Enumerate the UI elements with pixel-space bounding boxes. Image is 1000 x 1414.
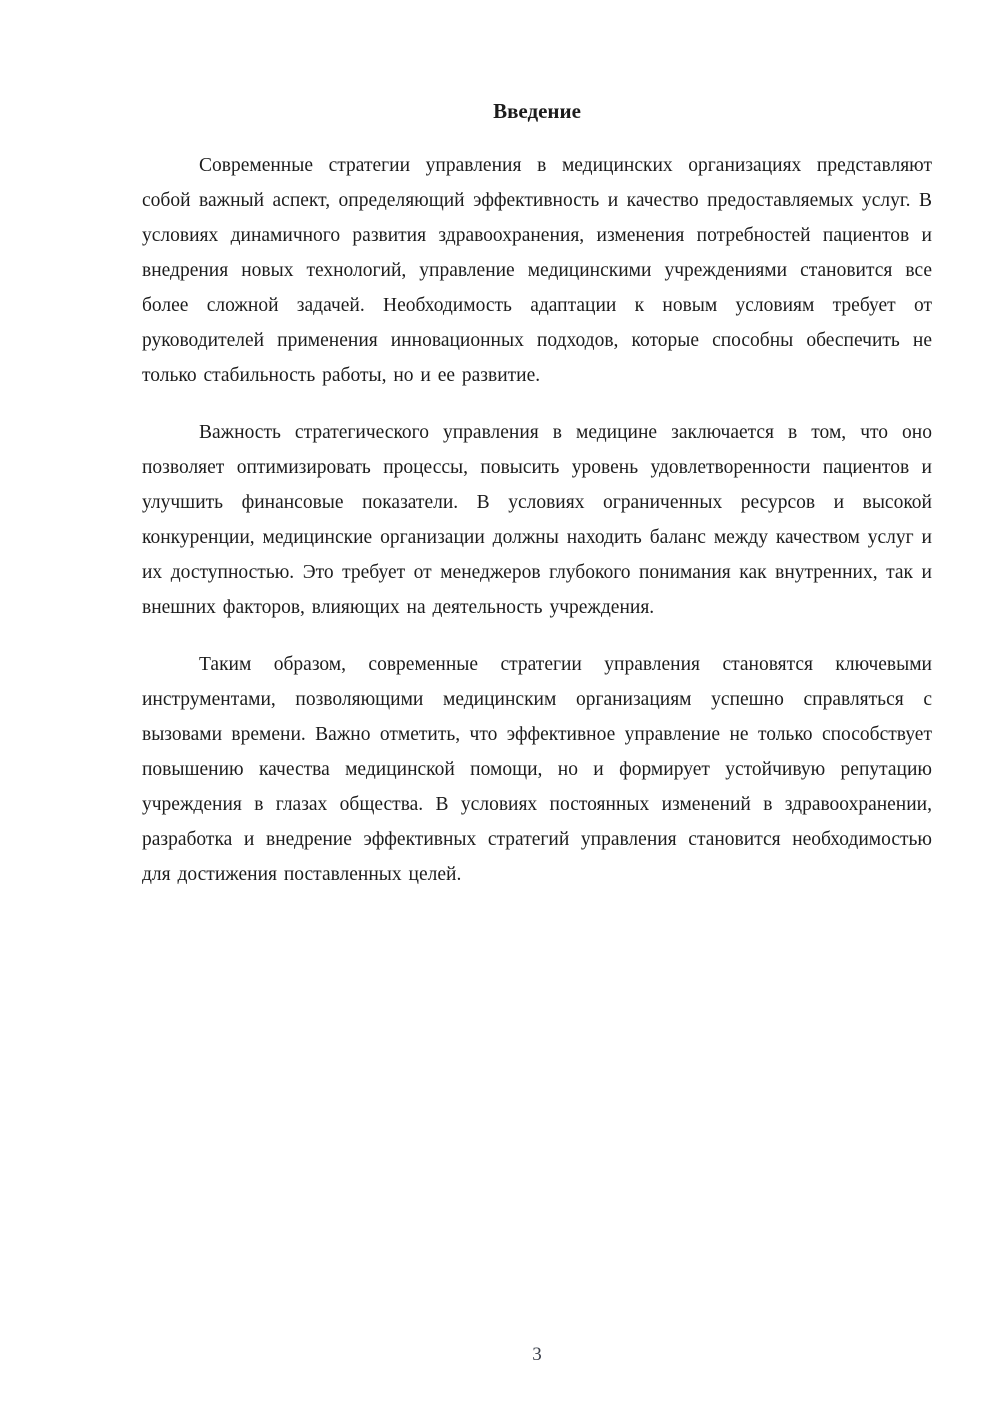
paragraph-1: Современные стратегии управления в медицинских организациях представляют собой важный аспект, определяющий эффективность и качество предоставляемых услуг. В условиях динамичного развития здравоохранения, изменения потребностей пациентов и внедрения новых технологий, управление медицинскими учреждениями становится все более сложной задачей. Необходимость адаптации к новым условиям требует от руководителей применения инновационных подходов, которые способны обеспечить не только стабильность работы, но и ее развитие. <box>142 155 932 386</box>
page-title: Введение <box>493 99 581 123</box>
page-number: 3 <box>532 1344 542 1365</box>
paragraph-2: Важность стратегического управления в медицине заключается в том, что оно позволяет оптимизировать процессы, повысить уровень удовлетворенности пациентов и улучшить финансовые показатели. В условиях ограниченных ресурсов и высокой конкуренции, медицинские организации должны находить баланс между качеством услуг и их доступностью. Это требует от менеджеров глубокого понимания как внутренних, так и внешних факторов, влияющих на деятельность учреждения. <box>142 422 932 618</box>
paragraph-3: Таким образом, современные стратегии управления становятся ключевыми инструментами, позволяющими медицинским организациям успешно справляться с вызовами времени. Важно отметить, что эффективное управление не только способствует повышению качества медицинской помощи, но и формирует устойчивую репутацию учреждения в глазах общества. В условиях постоянных изменений в здравоохранении, разработка и внедрение эффективных стратегий управления становится необходимостью для достижения поставленных целей. <box>142 654 932 885</box>
page-content <box>142 96 932 914</box>
